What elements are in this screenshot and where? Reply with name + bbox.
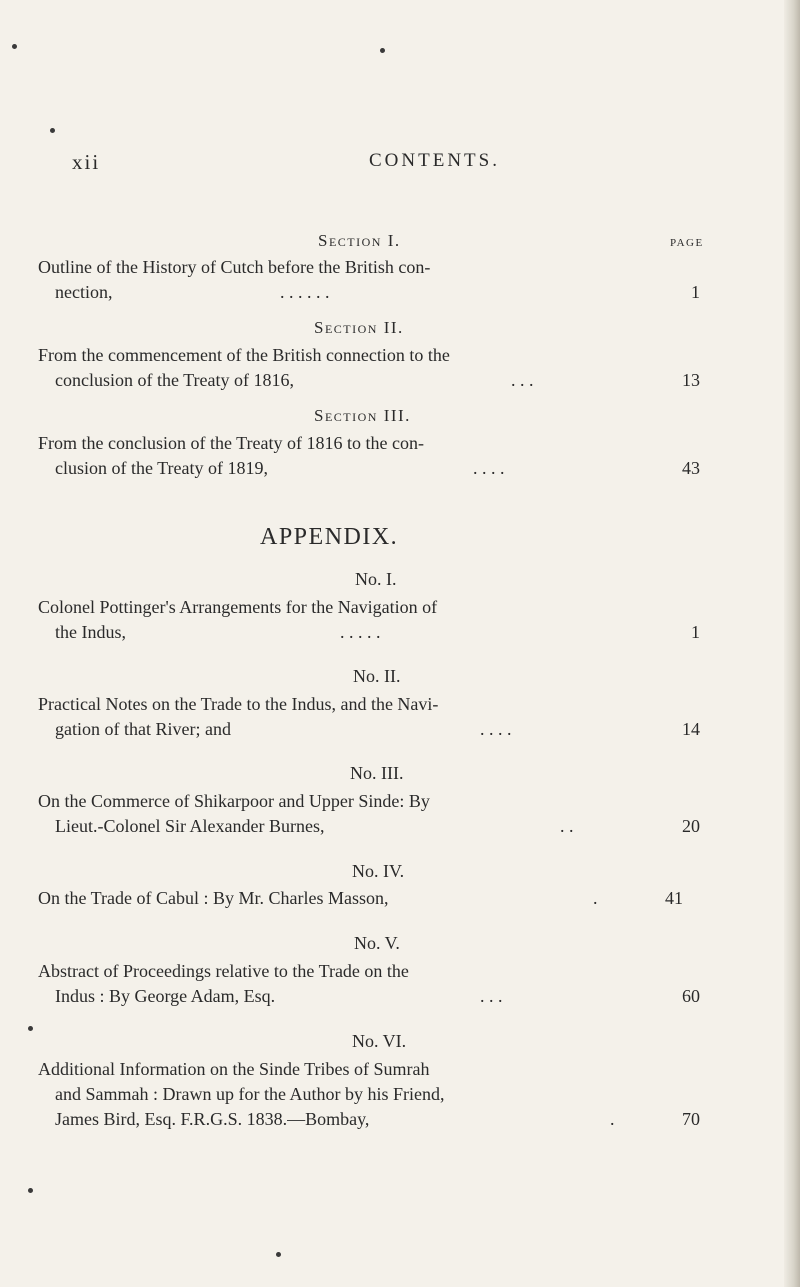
page-speck — [380, 48, 385, 53]
toc-entry — [55, 718, 700, 740]
toc-line: Additional Information on the Sinde Tribes of Sumrah — [38, 1059, 430, 1079]
toc-entry — [55, 621, 700, 643]
page-speck — [28, 1188, 33, 1193]
toc-entry — [55, 985, 700, 1007]
toc-line: clusion of the Treaty of 1819, — [55, 458, 268, 478]
toc-line: Outline of the History of Cutch before the British con- — [38, 257, 431, 277]
appendix-heading: No. III. — [350, 763, 404, 783]
page-header — [72, 150, 672, 176]
leader-dots: . . . — [480, 986, 503, 1006]
page-number: 41 — [665, 888, 683, 908]
leader-dots: . . . . — [473, 458, 505, 478]
toc-line: James Bird, Esq. F.R.G.S. 1838.—Bombay, — [55, 1109, 370, 1129]
leader-dots: . . . . . — [340, 622, 381, 642]
toc-line: gation of that River; and — [55, 719, 231, 739]
page-number: 20 — [682, 816, 700, 836]
page-edge — [784, 0, 800, 1287]
toc-entry — [55, 815, 700, 837]
toc-line: From the commencement of the British connection to the — [38, 345, 450, 365]
page-number: 70 — [682, 1109, 700, 1129]
page-number: 13 — [682, 370, 700, 390]
appendix-heading: No. II. — [353, 666, 401, 686]
toc-entry — [55, 281, 700, 303]
appendix-heading: No. I. — [355, 569, 397, 589]
page-speck — [50, 128, 55, 133]
toc-entry — [55, 457, 700, 479]
section-heading: Section III. — [314, 406, 411, 425]
section-heading: Section I. — [318, 231, 401, 250]
section-heading: Section II. — [314, 318, 404, 337]
toc-line: and Sammah : Drawn up for the Author by his Friend, — [55, 1084, 445, 1104]
leader-dots: . . . . — [480, 719, 512, 739]
toc-line: Practical Notes on the Trade to the Indus, and the Navi- — [38, 694, 439, 714]
page-speck — [12, 44, 17, 49]
page-speck — [276, 1252, 281, 1257]
toc-entry — [55, 369, 700, 391]
folio-number: xii — [72, 150, 101, 174]
toc-line: Abstract of Proceedings relative to the Trade on the — [38, 961, 409, 981]
appendix-heading: No. V. — [354, 933, 400, 953]
leader-dots: . . . . . . — [280, 282, 330, 302]
appendix-title: APPENDIX. — [260, 524, 399, 550]
page-speck — [28, 1026, 33, 1031]
appendix-heading: No. VI. — [352, 1031, 407, 1051]
page-number: 43 — [682, 458, 700, 478]
leader-dots: . — [593, 888, 598, 908]
toc-line: nection, — [55, 282, 113, 302]
page-number: 1 — [691, 282, 700, 302]
toc-line: On the Trade of Cabul : By Mr. Charles Masson, — [38, 888, 389, 908]
page-column-label: PAGE — [670, 237, 704, 249]
leader-dots: . . . — [511, 370, 534, 390]
toc-line: conclusion of the Treaty of 1816, — [55, 370, 294, 390]
toc-line: the Indus, — [55, 622, 126, 642]
toc-line: On the Commerce of Shikarpoor and Upper Sinde: By — [38, 791, 430, 811]
leader-dots: . — [610, 1109, 615, 1129]
running-head: CONTENTS. — [369, 150, 500, 171]
toc-line: Lieut.-Colonel Sir Alexander Burnes, — [55, 816, 325, 836]
appendix-heading: No. IV. — [352, 861, 405, 881]
toc-line: From the conclusion of the Treaty of 1816 to the con- — [38, 433, 424, 453]
toc-line: Indus : By George Adam, Esq. — [55, 986, 276, 1006]
toc-line: Colonel Pottinger's Arrangements for the Navigation of — [38, 597, 438, 617]
toc-entry — [38, 887, 683, 909]
page-number: 1 — [691, 622, 700, 642]
toc-entry — [55, 1108, 700, 1130]
leader-dots: . . — [560, 816, 574, 836]
page-number: 60 — [682, 986, 700, 1006]
page-number: 14 — [682, 719, 700, 739]
